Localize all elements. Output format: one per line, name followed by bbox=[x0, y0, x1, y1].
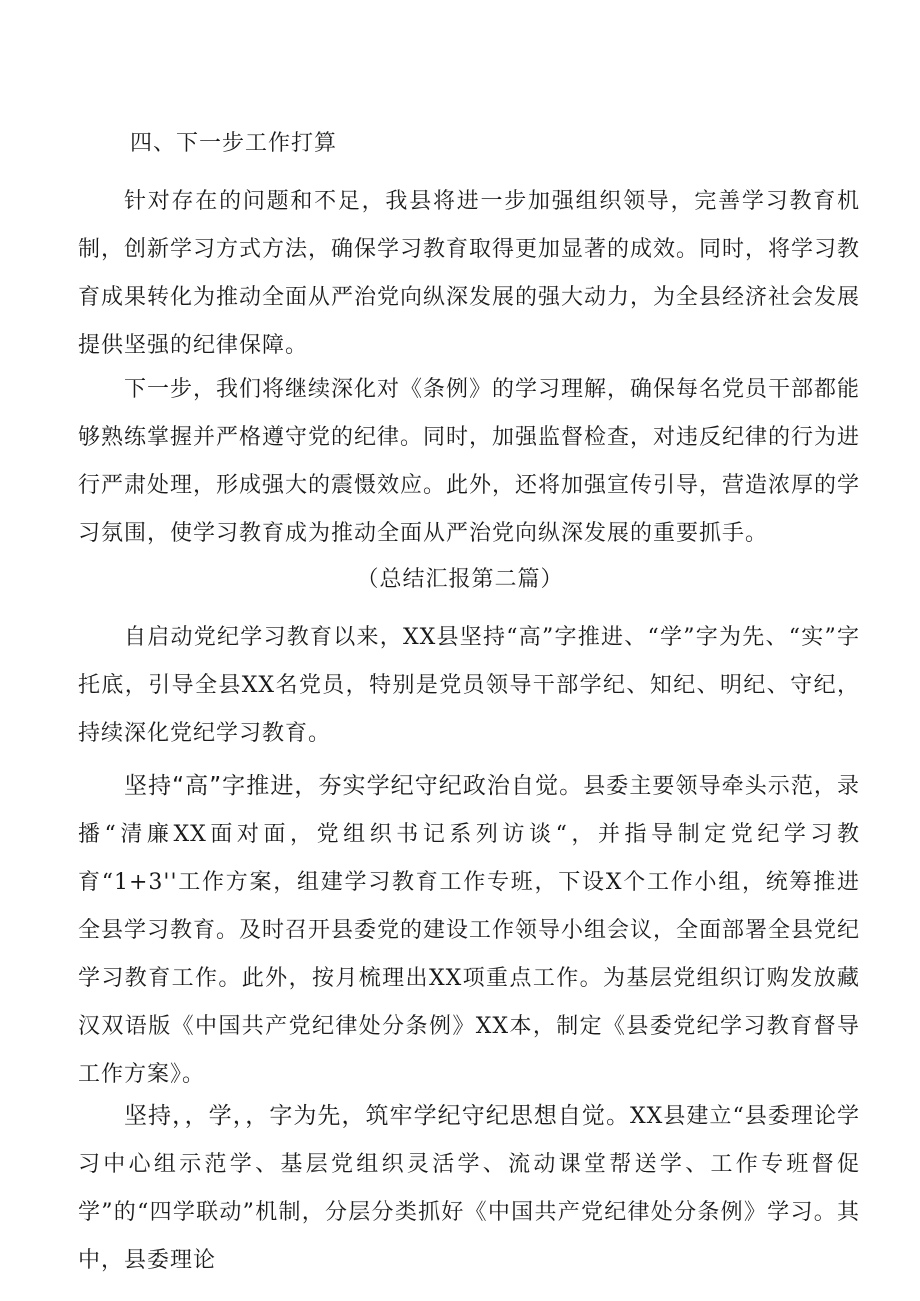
paragraph-lead-heading: 坚持，，学，，字为先，筑牢学纪守纪思想自觉。 bbox=[124, 1103, 631, 1129]
section-heading: 四、下一步工作打算 bbox=[130, 131, 338, 156]
paragraph-body-text: XX县建立“县委理论学习中心组示范学、基层党组织灵活学、流动课堂帮送学、工作专班督促学”的“四学联动”机制，分层分类抓好《中国共产党纪律处分条例》学习。其中，县委理论 bbox=[78, 1104, 861, 1273]
paragraph-body-text: 县委主要领导牵头示范，录播“清廉XX面对面，党组织书记系列访谈“，并指导制定党纪学习教育“1+3''工作方案，组建学习教育工作专班，下设X个工作小组，统筹推进全县学习教育。及时召开县委党的建设工作领导小组会议，全面部署全县党纪学习教育工作。此外，按月梳理出XX项重点工作。为基层党组织订购发放藏汉双语版《中国共产党纪律处分条例》XX本，制定《县委党纪学习教育督导工作方案》。 bbox=[78, 774, 861, 1087]
paragraph-next-steps: 下一步，我们将继续深化对《条例》的学习理解，确保每名党员干部都能够熟练掌握并严格遵守党的纪律。同时，加强监督检查，对违反纪律的行为进行严肃处理，形成强大的震慑效应。此外，还将加强宣传引导，营造浓厚的学习氛围，使学习教育成为推动全面从严治党向纵深发展的重要抓手。 bbox=[78, 377, 861, 546]
paragraph-high-standard bbox=[78, 762, 860, 1099]
paragraph-introduction: 自启动党纪学习教育以来，XX县坚持“高”字推进、“学”字为先、“实”字托底，引导全县XX名党员，特别是党员领导干部学纪、知纪、明纪、守纪，持续深化党纪学习教育。 bbox=[78, 625, 860, 746]
paragraph-learning-first bbox=[78, 1092, 860, 1285]
report-subtitle: （总结汇报第二篇） bbox=[356, 567, 564, 592]
paragraph-problems-response: 针对存在的问题和不足，我县将进一步加强组织领导，完善学习教育机制，创新学习方式方法，确保学习教育取得更加显著的成效。同时，将学习教育成果转化为推动全面从严治党向纵深发展的强大动力，为全县经济社会发展提供坚强的纪律保障。 bbox=[78, 189, 861, 358]
paragraph-lead-heading: 坚持“高”字推进，夯实学纪守纪政治自觉。 bbox=[124, 773, 584, 799]
